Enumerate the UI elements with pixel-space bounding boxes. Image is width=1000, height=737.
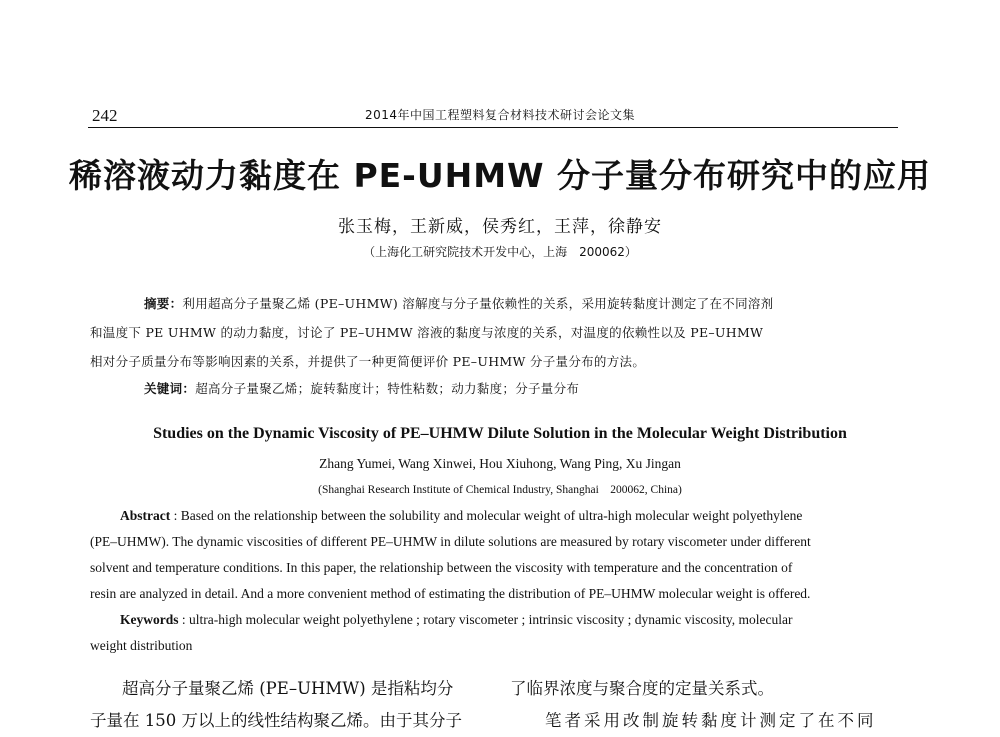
- chinese-affiliation: （上海化工研究院技术开发中心，上海 200062）: [363, 245, 637, 259]
- chinese-abstract-line-2: 和温度下 PE UHMW 的动力黏度，讨论了 PE–UHMW 溶液的黏度与浓度的关系，对温度的依赖性以及 PE–UHMW: [90, 325, 764, 340]
- running-head: 2014年中国工程塑料复合材料技术研讨会论文集: [364, 108, 636, 122]
- chinese-abstract-label: 摘要：: [144, 296, 183, 311]
- english-title: Studies on the Dynamic Viscosity of PE–UHMW Dilute Solution in the Molecular Weight Distribution: [153, 425, 847, 442]
- chinese-abstract-line-1: [90, 289, 880, 318]
- english-keywords-label: Keywords: [120, 612, 179, 627]
- chinese-authors: 张玉梅，王新威，侯秀红，王萍，徐静安: [338, 217, 662, 237]
- chinese-keywords-label: 关键词：: [144, 381, 196, 396]
- chinese-title: 稀溶液动力黏度在 PE-UHMW 分子量分布研究中的应用: [68, 156, 932, 195]
- english-keywords-first: : ultra-high molecular weight polyethylene ; rotary viscometer ; intrinsic viscosity ; dynamic viscosity, molecular: [178, 612, 793, 627]
- english-keywords-line-2: weight distribution: [90, 638, 193, 653]
- body-left-line-2: 子量在 150 万以上的线性结构聚乙烯。由于其分子: [90, 711, 462, 730]
- chinese-keywords: [90, 374, 880, 403]
- english-affiliation: (Shanghai Research Institute of Chemical Industry, Shanghai 200062, China): [318, 484, 682, 496]
- english-abstract-first: : Based on the relationship between the solubility and molecular weight of ultra-high molecular weight polyethylene: [170, 508, 803, 523]
- body-right-line-1: 了临界浓度与聚合度的定量关系式。: [510, 679, 774, 698]
- body-left-line-1: 超高分子量聚乙烯 (PE–UHMW) 是指粘均分: [122, 679, 454, 698]
- header-rule: [88, 127, 898, 128]
- english-abstract-line-3: solvent and temperature conditions. In this paper, the relationship between the viscosity with temperature and the concentration of: [90, 560, 793, 575]
- english-abstract-line-4: resin are analyzed in detail. And a more convenient method of estimating the distribution of PE–UHMW molecular weight is offered.: [90, 586, 811, 601]
- page-number: 242: [92, 106, 118, 125]
- chinese-abstract-text: 利用超高分子量聚乙烯 (PE–UHMW) 溶解度与分子量依赖性的关系，采用旋转黏度计测定了在不同溶剂: [182, 296, 774, 311]
- english-authors: Zhang Yumei, Wang Xinwei, Hou Xiuhong, Wang Ping, Xu Jingan: [319, 456, 681, 471]
- chinese-abstract-line-3: 相对分子质量分布等影响因素的关系，并提供了一种更简便评价 PE–UHMW 分子量分布的方法。: [90, 354, 646, 369]
- chinese-keywords-text: 超高分子量聚乙烯；旋转黏度计；特性粘数；动力黏度；分子量分布: [195, 381, 580, 396]
- english-abstract-label: Abstract: [120, 508, 171, 523]
- body-right-line-2: 笔者采用改制旋转黏度计测定了在不同: [545, 711, 877, 730]
- english-keywords-line-1: [90, 607, 900, 633]
- english-abstract-line-2: (PE–UHMW). The dynamic viscosities of different PE–UHMW in dilute solutions are measured by rotary viscometer under different: [90, 534, 811, 549]
- english-abstract-line-1: [90, 503, 900, 529]
